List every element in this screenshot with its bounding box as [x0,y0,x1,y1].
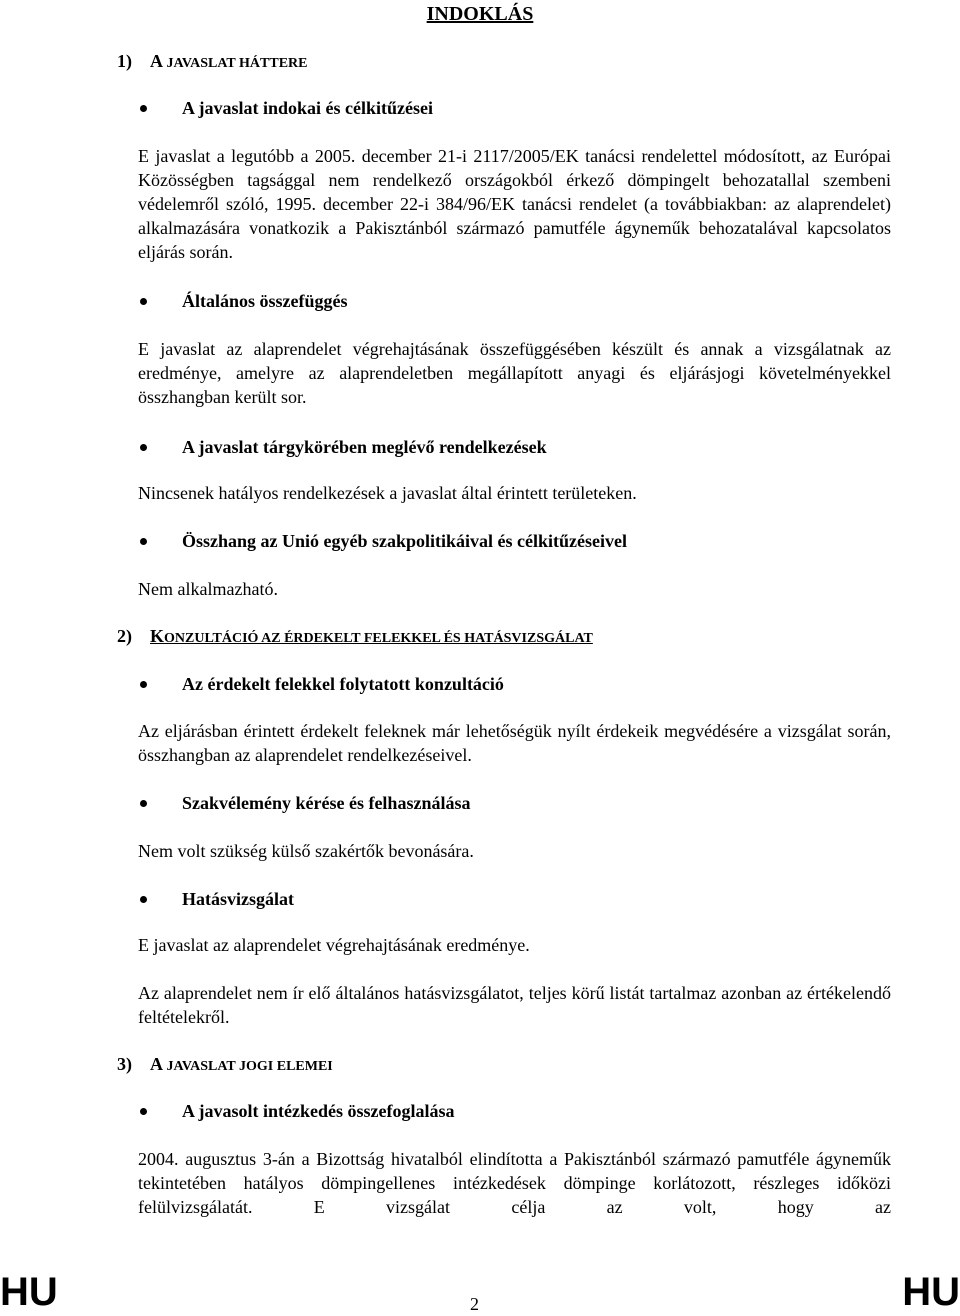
paragraph: E javaslat a legutóbb a 2005. december 21-i 2117/2005/EK tanácsi rendelettel módosított, az Európai Közösségben tagsággal nem rendelkező országokból érkező dömpingelt behozatallal szembeni védelemről szóló, 1995. december 22-i 384/96/EK tanácsi rendelet (a továbbiakban: az alaprendelet) alkalmazására vonatkozik a Pakisztánból származó pamutféle ágyneműk behozatalával kapcsolatos eljárás során. [138,146,891,262]
bullet-dot-icon [140,1108,147,1115]
bullet-dot-icon [140,538,147,545]
bullet-dot-icon [140,444,147,451]
bullet-dot-icon [140,298,147,305]
bullet-dot-icon [140,681,147,688]
paragraph: 2004. augusztus 3-án a Bizottság hivatalból elindította a Pakisztánból származó pamutféle ágyneműk tekintetében hatályos dömpingellenes intézkedések dömpinge korlátozott, részleges időközi felülvizsgálatát. E vizsgálat célja az volt, hogy az [138,1149,891,1217]
bullet-dot-icon [140,896,147,903]
paragraph: Az eljárásban érintett érdekelt feleknek már lehetőségük nyílt érdekeik megvédésére a vizsgálat során, összhangban az alaprendelet rendelkezéseivel. [138,721,891,765]
page-number: 2 [470,1294,479,1314]
page-title: INDOKLÁS [426,3,534,25]
section-heading-1: 1) A JAVASLAT HÁTTERE [117,51,308,71]
paragraph: E javaslat az alaprendelet végrehajtásának eredménye. [138,935,530,955]
section-heading-3: 3) A JAVASLAT JOGI ELEMEI [117,1054,333,1074]
bullet-dot-icon [140,105,147,112]
paragraph: Nincsenek hatályos rendelkezések a javaslat által érintett területeken. [138,483,637,503]
paragraph: Az alaprendelet nem ír elő általános hatásvizsgálatot, teljes körű listát tartalmaz azonban az értékelendő feltételekről. [138,983,891,1027]
bullet-dot-icon [140,800,147,807]
paragraph: Nem volt szükség külső szakértők bevonására. [138,841,474,861]
footer-language-code-left: HU [0,1270,58,1314]
paragraph: Nem alkalmazható. [138,579,278,599]
footer-language-code-right: HU [902,1270,960,1314]
section-heading-2: 2) KONZULTÁCIÓ AZ ÉRDEKELT FELEKKEL ÉS HATÁSVIZSGÁLAT [117,626,593,646]
paragraph: E javaslat az alaprendelet végrehajtásának összefüggésében készült és annak a vizsgálatnak az eredménye, amelyre az alaprendeletben megállapított anyagi és eljárásjogi követelményekkel összhangban került sor. [138,339,891,407]
